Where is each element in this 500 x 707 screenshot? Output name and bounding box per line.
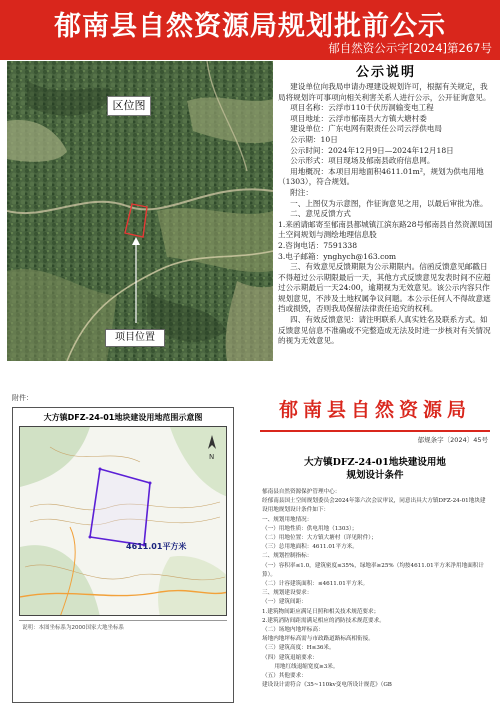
appendix-4: 四、有效反馈意见：请注明联系人真实姓名及联系方式。如反馈意见信息不准确或不完整造成无法及时进一步核对有关情况的视为无效意见。	[278, 315, 491, 346]
agency-heading: 郁南县自然资源局	[278, 399, 471, 421]
body-line: 建设设计需符合《35~110kv变电所设计规范》（GB	[262, 682, 392, 689]
feedback-email: 3.电子邮箱：ynghych@163.com	[278, 251, 397, 261]
parcel-boundary	[90, 469, 150, 545]
planning-conditions-document	[256, 380, 494, 704]
red-divider	[260, 430, 490, 432]
page-title: 郁南县自然资源局规划批前公示	[54, 11, 446, 42]
notice-heading: 公示说明	[355, 65, 416, 80]
notice-panel	[278, 61, 494, 361]
appendix-2-label: 二、意见反馈方式	[290, 209, 351, 219]
project-location-label: 项目位置	[105, 329, 165, 347]
location-map-label: 区位图	[107, 96, 151, 116]
notice-item: 公示形式：项目现场及郁南县政府信息网。	[290, 156, 435, 166]
feedback-address: 1.来函请邮寄至郁南县都城镇江滨东路28号郁南县自然资源局国土空间规划与测绘地理信息股	[278, 219, 493, 240]
body-line: （二）计容建筑面积：≤4611.01平方米。	[262, 581, 369, 588]
notice-intro: 建设单位向我局申请办理建设规划许可，根据有关规定，我局将规划许可事项向相关利害关系人进行公示，公开征询意见。	[278, 82, 491, 102]
body-line: 场地内地坪标高需与市政路道路标高相衔接。	[262, 636, 374, 643]
satellite-image	[7, 61, 273, 361]
body-line: （四）建筑退缩要求：	[262, 654, 318, 661]
notice-item: 项目名称：云浮市110千伏历洞输变电工程	[290, 103, 434, 113]
body-line: （二）场地内地坪标高：	[262, 627, 324, 634]
body-line: （二）用地位置：大方镇大塘村（详见附件）；	[262, 535, 377, 542]
section-heading: 二、规划控制指标：	[262, 553, 313, 560]
map-title: 大方镇DFZ-24-01地块建设用地范围示意图	[43, 413, 203, 422]
notice-item: 公示时间：2024年12月9日—2024年12月18日	[290, 145, 454, 155]
land-use-map-sheet	[12, 407, 234, 703]
recipient: 郁南县自然资源保护管理中心：	[262, 489, 341, 495]
land-use-map	[19, 426, 227, 616]
notice-body	[278, 82, 494, 347]
document-title-line-2: 规划设计条件	[346, 470, 404, 481]
header-banner	[0, 0, 500, 60]
appendix-1: 一、上图仅为示意图，作征询意见之用，以最后审批为准。	[290, 198, 488, 208]
notice-item: 建设单位：广东电网有限责任公司云浮供电局	[290, 124, 443, 134]
attachment-label: 附件：	[12, 394, 33, 402]
map-legend-text: 说明：本图坐标系为2000国家大地坐标系	[22, 625, 124, 631]
section-heading: 一、规划用地情况：	[262, 516, 313, 523]
document-title-line-1: 大方镇DFZ-24-01地块建设用地	[304, 457, 446, 468]
body-line: （五）其他要求：	[262, 673, 307, 680]
appendix-label: 附注：	[290, 187, 313, 197]
document-title	[256, 456, 494, 482]
svg-text:N: N	[209, 453, 215, 461]
document-number: 郁规条字〔2024〕45号	[417, 436, 488, 444]
notice-item: 项目地址：云浮市郁南县大方镇大塘村委	[290, 113, 427, 123]
appendix-3: 三、有效意见反馈期限为公示期限内。信函反馈意见邮戳日不得超过公示期限最后一天，其他方式反馈意见发表时间不应超过公示期最后一天24:00，逾期视为无效意见。该公示内容只作规划意见，不涉及土地权属争议问题。本公示任何人不得故意遮挡或损毁，否则我局保留法律责任追究的权利。	[278, 262, 491, 314]
map-legend	[19, 620, 227, 696]
notice-item: 公示期：10日	[290, 134, 338, 144]
document-body	[262, 488, 488, 690]
parcel-area-label: 4611.01平方米	[126, 542, 187, 551]
body-line: （一）建筑间距：	[262, 599, 307, 606]
notice-item: 用地概况：本项目用地面积4611.01m²，规划为供电用地（1303），符合规划。	[278, 166, 484, 187]
body-line: 2.建筑消防间距需满足相应的消防技术规范要求。	[262, 617, 385, 624]
doc-number: 郁自然资公示字[2024]第267号	[328, 41, 492, 55]
body-paragraph: 经郁南县国土空间规划委员会2024年第六次会议审议，同意出具大方镇DFZ-24-01地块建设用地规划设计条件如下：	[262, 498, 486, 514]
body-line: 用地红线退缩宽度≥3米。	[274, 663, 339, 670]
body-line: （一）用地性质：供电用地（1303）；	[262, 525, 358, 532]
section-heading: 三、规划建设要求：	[262, 590, 313, 597]
body-line: （三）建筑高度：H≤36米。	[262, 645, 335, 652]
topographic-map	[20, 427, 227, 616]
body-line: （三）总用地面积：4611.01平方米。	[262, 544, 358, 551]
feedback-phone: 2.咨询电话：7591338	[278, 240, 358, 250]
body-line: （一）容积率≤1.0，建筑密度≤35%，绿地率≥25%（均按4611.01平方米净用地面积计算）。	[262, 562, 484, 578]
body-line: 1.建筑物间距应满足日照和相关技术规范要求；	[262, 608, 380, 615]
